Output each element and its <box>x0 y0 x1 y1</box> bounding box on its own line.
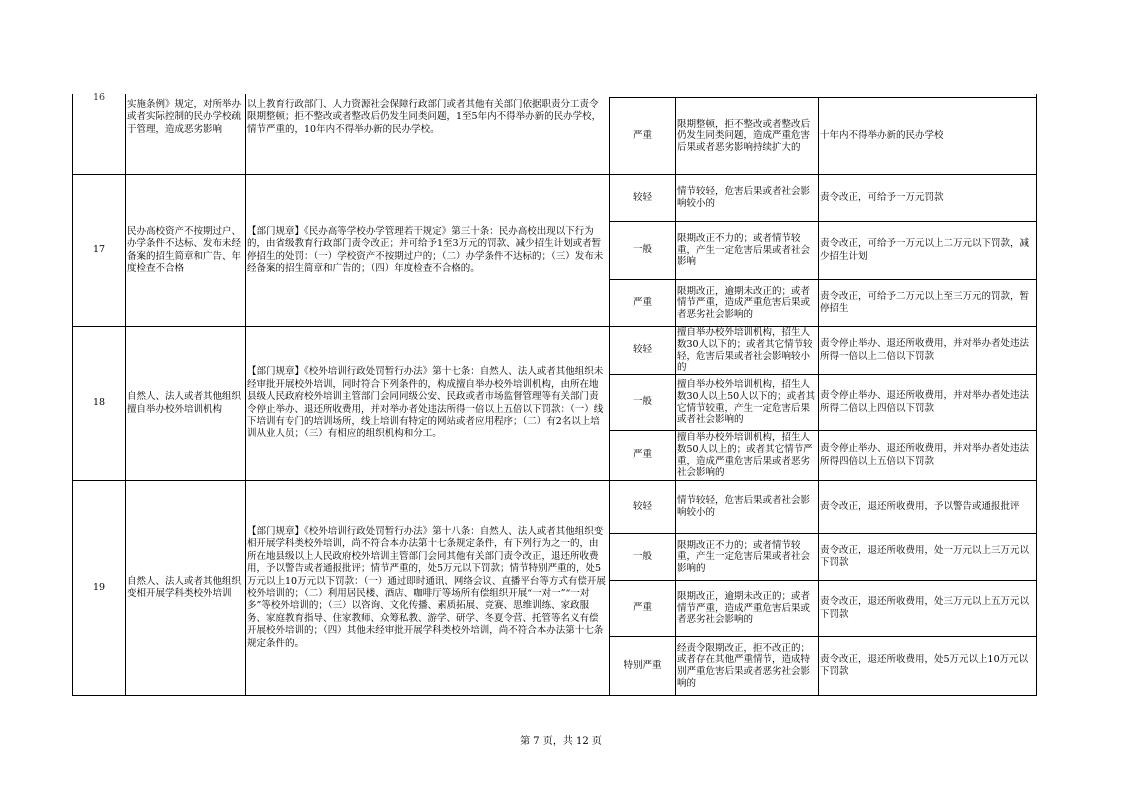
circumstance-cell: 经责令限期改正，拒不改正的；或者存在其他严重情节，造成特别严重危害后果或者恶劣社会影响的 <box>677 642 811 689</box>
row-number: 19 <box>92 581 106 593</box>
penalty-cell: 责令改正，退还所收费用，予以警告或通报批评 <box>820 500 1020 512</box>
legal-basis: 【部门规章】《校外培训行政处罚暂行办法》第十八条：自然人、法人或者其他组织变相开展学科类校外培训，尚不符合本办法第十七条规定条件，有下列行为之一的，由所在地县级以上人民政府校外培训主管部门会同其他有关部门责令改正，退还所收费用，予以警告或者通报批评；情节严重的，处5万元以下罚款；情节特别严重的，处5万元以上10万元以下罚款：（一）通过即时通讯、网络会议、直播平台等方式有偿开展校外培训的；（二）利用居民楼、酒店、咖啡厅等场所有偿组织开展“一对一”“一对多”等校外培训的；（三）以咨询、文化传播、素质拓展、竞赛、思维训练、家政服务、家庭教育指导、住家教师、众筹私教、游学、研学、冬夏令营、托管等名义有偿开展校外培训的；（四）其他未经审批开展学科类校外培训，尚不符合本办法第十七条规定条件的。 <box>247 525 606 649</box>
severity-grade: 较轻 <box>632 344 652 356</box>
penalty-cell: 责令停止举办、退还所收费用，并对举办者处违法所得一倍以上二倍以下罚款 <box>820 338 1030 362</box>
circumstance-cell: 擅自举办校外培训机构，招生人数50人以上的；或者其它情节严重，造成严重危害后果或者恶劣社会影响的 <box>677 432 813 479</box>
penalty-cell: 责令改正，退还所收费用，处三万元以上五万元以下罚款 <box>820 596 1030 620</box>
row-number: 16 <box>92 92 106 103</box>
circumstance-cell: 限期改正，逾期未改正的；或者情节严重，造成严重危害后果或者恶劣社会影响的 <box>677 591 811 626</box>
page-footer: 第 7 页，共 12 页 <box>520 736 602 747</box>
violation-matter: 民办高校资产不按期过户、办学条件不达标、发布未经备案的招生简章和广告、年度检查不合格 <box>127 225 242 274</box>
row-number: 17 <box>92 244 106 256</box>
penalty-cell: 责令改正，可给予一万元罚款 <box>820 191 944 203</box>
circumstance-cell: 情节较轻，危害后果或者社会影响较小的 <box>677 186 811 209</box>
violation-matter: 自然人、法人或者其他组织变相开展学科类校外培训 <box>127 575 242 599</box>
penalty-cell: 十年内不得举办新的民办学校 <box>820 129 944 141</box>
penalty-cell: 责令改正，可给予一万元以上二万元以下罚款，减少招生计划 <box>820 238 1030 262</box>
severity-grade: 特别严重 <box>623 659 662 671</box>
circumstance-cell: 擅自举办校外培训机构，招生人数30人以下的；或者其它情节较轻，危害后果或者社会影响较小的 <box>677 327 813 374</box>
row-number: 18 <box>92 397 106 409</box>
severity-grade: 较轻 <box>632 500 652 512</box>
legal-basis: 以上教育行政部门、人力资源社会保障行政部门或者其他有关部门依据职责分工责令限期整顿；拒不整改或者整改后仍发生同类问题，1至5年内不得举办新的民办学校，情节严重的，10年内不得举办新的民办学校。 <box>247 99 602 135</box>
violation-matter: 自然人、法人或者其他组织擅自举办校外培训机构 <box>127 391 242 415</box>
penalty-cell: 责令停止举办、退还所收费用，并对举办者处违法所得四倍以上五倍以下罚款 <box>820 443 1030 467</box>
penalty-cell: 责令改正，退还所收费用，处一万元以上三万元以下罚款 <box>820 544 1030 568</box>
violation-matter: 实施条例》规定，对所举办或者实际控制的民办学校疏于管理，造成恶劣影响 <box>127 99 242 135</box>
circumstance-cell: 擅自举办校外培训机构，招生人数30人以上50人以下的；或者其它情节较重，产生一定危害后果或者社会影响的 <box>677 379 816 426</box>
severity-grade: 一般 <box>632 550 652 562</box>
legal-basis: 【部门规章】《校外培训行政处罚暂行办法》第十七条：自然人、法人或者其他组织未经审批开展校外培训，同时符合下列条件的，构成擅自举办校外培训机构，由所在地县级人民政府校外培训主管部门会同同级公安、民政或者市场监督管理等有关部门责令停止举办、退还所收费用，并对举办者处违法所得一倍以上五倍以下罚款：（一）线下培训有专门的培训场所，线上培训有特定的网站或者应用程序；（二）有2名以上培训从业人员；（三）有相应的组织机构和分工。 <box>247 366 604 440</box>
severity-grade: 严重 <box>632 296 652 308</box>
severity-grade: 一般 <box>632 244 652 256</box>
severity-grade: 严重 <box>632 449 652 461</box>
circumstance-cell: 限期改正不力的；或者情节较重，产生一定危害后果或者社会影响 <box>677 233 811 268</box>
legal-basis: 【部门规章】《民办高等学校办学管理若干规定》第三十条：民办高校出现以下行为的，由省级教育行政部门责令改正；并可给予1至3万元的罚款、减少招生计划或者暂停招生的处罚：（一）学校资产不按期过户的；（二）办学条件不达标的；（三）发布未经备案的招生简章和广告的；（四）年度检查不合格的。 <box>247 225 604 274</box>
severity-grade: 严重 <box>632 602 652 614</box>
circumstance-cell: 限期改正，逾期未改正的；或者情节严重，造成严重危害后果或者恶劣社会影响的 <box>677 285 811 320</box>
circumstance-cell: 情节较轻，危害后果或者社会影响较小的 <box>677 495 811 518</box>
penalty-cell: 责令停止举办、退还所收费用，并对举办者处违法所得二倍以上四倍以下罚款 <box>820 390 1030 414</box>
penalty-cell: 责令改正，可给予二万元以上至三万元的罚款，暂停招生 <box>820 290 1030 314</box>
severity-grade: 一般 <box>632 396 652 408</box>
penalty-cell: 责令改正，退还所收费用，处5万元以上10万元以下罚款 <box>820 653 1029 677</box>
circumstance-cell: 限期整顿，拒不整改或者整改后仍发生同类问题，造成严重危害后果或者恶劣影响持续扩大的 <box>677 118 811 153</box>
circumstance-cell: 限期改正不力的；或者情节较重，产生一定危害后果或者社会影响的 <box>677 539 811 574</box>
severity-grade: 较轻 <box>632 191 652 203</box>
severity-grade: 严重 <box>632 129 652 141</box>
